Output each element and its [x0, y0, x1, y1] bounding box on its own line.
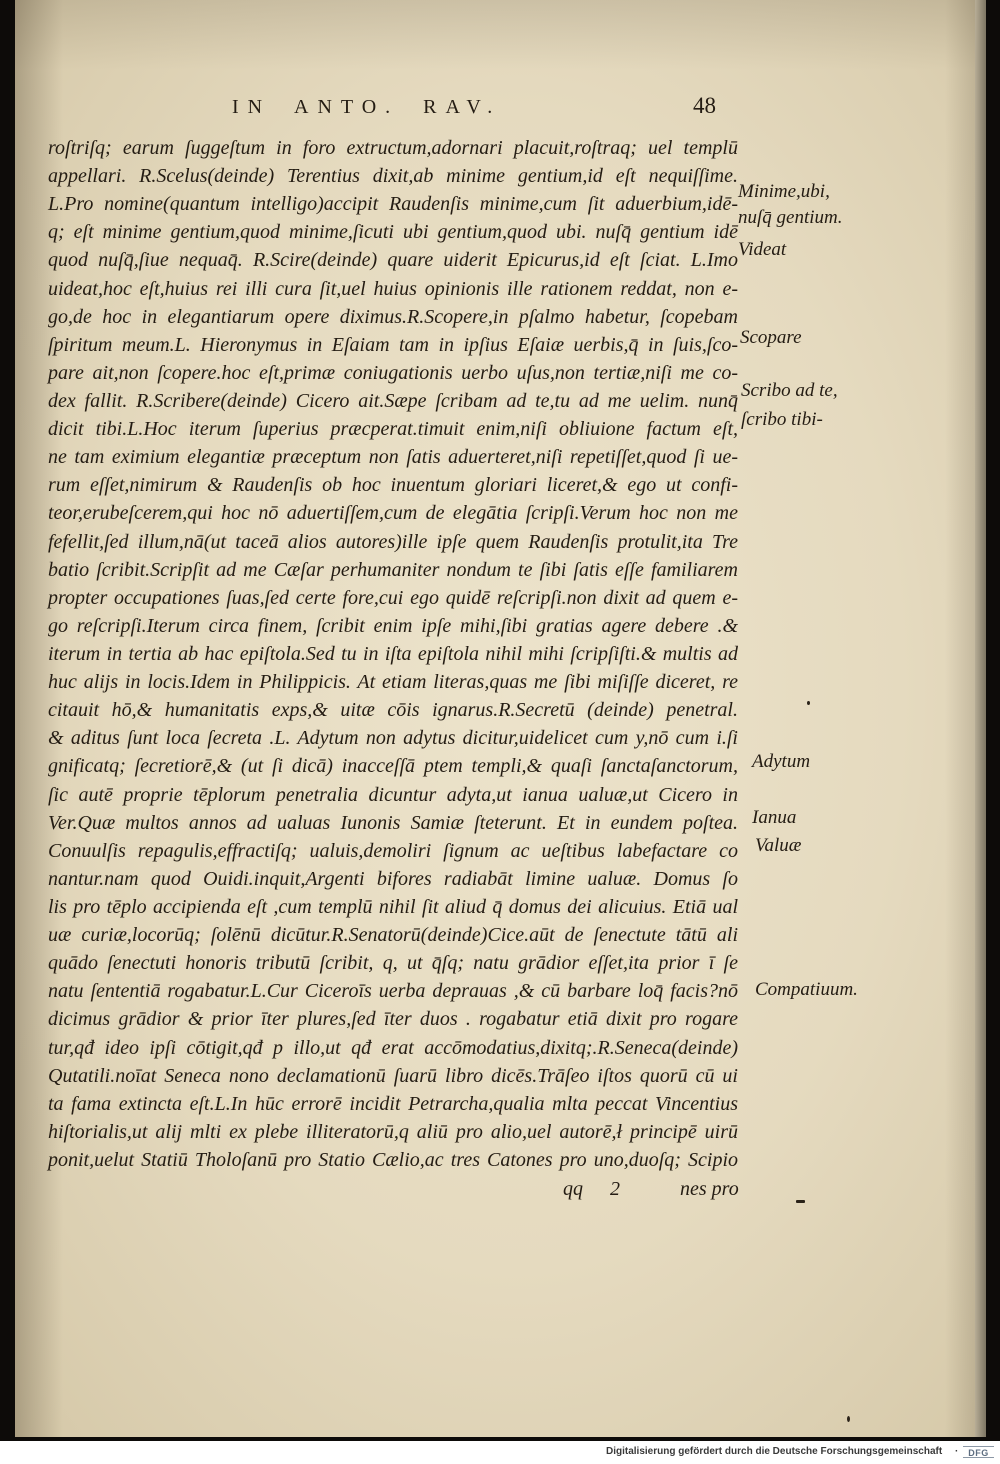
text-line: ne tam eximium elegantiæ præceptum non ſatis aduerteret,niſi repetiſſet,quod ſi ue-: [48, 446, 738, 469]
text-line: lis pro tēplo accipienda eſt ,cum templū nihil ſit aliud q̄ domus dei alicuius. Etiā ual: [48, 895, 738, 918]
main-text-block: [48, 134, 738, 1174]
funding-footer: [0, 1441, 1000, 1464]
text-line: Qutatili.noīat Seneca nono declamationū ſuarū libro dicēs.Trāſeo iſtos quorū cū ui: [48, 1064, 738, 1087]
text-line: hiſtorialis,ut alij mlti ex plebe illiteratorū,q aliū pro alio,uel autorē,ł principē uirū: [48, 1120, 738, 1143]
margin-note: Adytum: [752, 751, 811, 772]
text-line: rum eſſet,nimirum & Raudenſis ob hoc inuentum gloriari liceret,& ego ut confi-: [48, 474, 738, 497]
text-line: roſtriſq; earum ſuggeſtum in foro extructum,adornari placuit,roſtraq; uel templū: [48, 137, 738, 159]
catchword: nes pro: [680, 1178, 739, 1200]
text-line: propter occupationes ſuas,ſed certe fore,cui ego quidē reſcripſi.non dixit ad quem e-: [48, 586, 738, 609]
text-line: quod nuſq̄,ſiue nequaq̄. R.Scire(deinde) quare uiderit Epicurus,id eſt ſciat. L.Imo: [48, 249, 738, 272]
footer-separator: ·: [955, 1446, 959, 1457]
text-line: fefellit,ſed illum,nā(ut taceā alios autores)ille ipſe quem Raudenſis protulit,ita Tre: [48, 530, 738, 553]
signature-mark: qq 2: [563, 1178, 620, 1200]
text-line: batio ſcribit.Scripſit ad me Cæſar perhumaniter nondum te ſibi ſatis eſſe familiarem: [48, 558, 738, 581]
text-line: L.Pro nomine(quantum intelligo)accipit Raudenſis minime,cum ſit aduerbium,idē-: [48, 193, 738, 216]
text-line: appellari. R.Scelus(deinde) Terentius dixit,ab minime gentium,id eſt nequiſſime.: [48, 165, 738, 188]
margin-note: Ianua: [752, 807, 797, 828]
text-line: ſpiritum meum.L. Hieronymus in Eſaiam tam in ipſius Eſaiæ uerbis,q̄ in ſuis,ſco-: [48, 333, 738, 356]
text-line: citauit hō,& humanitatis exps,& uitæ cōis ignarus.R.Secretū (deinde) penetral.: [48, 699, 738, 722]
book-page: [15, 0, 975, 1437]
text-line: teor,erubeſcerem,qui hoc nō aduertiſſem,cum de elegātia ſcripſi.Verum hoc non me: [48, 502, 738, 525]
text-line: gnificatq; ſecretiorē,& (ut ſi dicā) inacceſſā ptem templi,& quaſi ſanctaſanctorum,: [48, 755, 738, 778]
margin-note: Scopare: [740, 327, 802, 348]
text-line: go,de hoc in elegantiarum opere diximus.R.Scopere,in pſalmo habetur, ſcopebam: [48, 305, 738, 328]
text-line: natu ſententiā rogabatur.L.Cur Ciceroīs uerba deprauas ,& cū barbare loq̄ facis?nō: [48, 980, 738, 1003]
text-line: go reſcripſi.Iterum circa finem, ſcribit enim ipſe mihi,ſibi gratias agere debere .&: [48, 614, 738, 637]
ink-speck: [807, 701, 810, 705]
margin-note: Valuæ: [755, 835, 802, 856]
text-line: Conuulſis repagulis,effractiſq; ualuis,demoliri ſignum ac ueſtibus labefactare co: [48, 839, 738, 862]
text-line: dicit tibi.L.Hoc iterum ſuperius præcperat.timuit enim,niſi obliuione factum eſt,: [48, 418, 738, 441]
funding-credit-text: Digitalisierung gefördert durch die Deutsche Forschungsgemeinschaft: [606, 1446, 943, 1457]
text-line: Ver.Quæ multos annos ad ualuas Iunonis Samiæ ſteterunt. Et in eundem poſtea.: [48, 811, 738, 834]
margin-note: ſcribo tibi-: [741, 409, 823, 430]
text-line: uideat,hoc eſt,huius rei illi cura ſit,uel huius opinionis ille rationem reddat, non e-: [48, 277, 738, 300]
text-line: quādo ſenectuti honoris tributū ſcribit, q, ut q̄ſq; natu grādior eſſet,ita prior ī ſe: [48, 952, 738, 975]
text-line: dex fallit. R.Scribere(deinde) Cicero ait.Sæpe ſcribam ad te,tu ad me uelim. nunq̄: [48, 389, 738, 412]
ink-speck: [796, 1200, 805, 1203]
page-edge-strip: [975, 0, 986, 1437]
text-line: q; eſt minime gentium,quod minime,ſicuti ubi gentium,quod ubi. nuſq̄ gentium idē: [48, 221, 738, 244]
margin-note: Compatiuum.: [755, 979, 858, 1000]
text-line: dicimus grādior & prior īter plures,ſed īter duos . rogabatur etiā dixit pro rogare: [48, 1008, 738, 1031]
ink-speck: [847, 1416, 850, 1422]
text-line: nantur.nam quod Ouidi.inquit,Argenti bifores radiabāt limine ualuæ. Domus ſo: [48, 867, 738, 890]
text-line: ponit,uelut Statiū Tholoſanū pro Statio Cælio,ac tres Catones pro uno,duoſq; Scipio: [48, 1148, 738, 1171]
margin-note: Videat: [738, 239, 787, 260]
text-line: iterum in tertia ab hac epiſtola.Sed tu in iſta epiſtola nihil mihi ſcripſiſti.& multis ad: [48, 642, 738, 665]
margin-note: nuſq̄ gentium.: [738, 207, 843, 228]
text-line: uæ curiæ,locorūq; ſolēnū dicūtur.R.Senatorū(deinde)Cice.aūt de ſenectute tātū ali: [48, 924, 738, 947]
page-number: 48: [693, 93, 716, 118]
text-line: & aditus ſunt loca ſecreta .L. Adytum non adytus dicitur,uidelicet cum y,nō cum i.ſi: [48, 727, 738, 750]
dfg-logo-icon: DFG: [963, 1446, 994, 1458]
text-line: ta fama extincta eſt.L.In hūc errorē incidit Petrarcha,qualia mlta peccat Vincentius: [48, 1092, 738, 1115]
margin-note: Minime,ubi,: [738, 181, 830, 202]
text-line: ſic autē proprie tēplorum penetralia dicuntur adyta,ut ianua ualuæ,ut Cicero in: [48, 783, 738, 806]
text-line: pare ait,non ſcopere.hoc eſt,primæ coniugationis uerbo uſus,non tertiæ,niſi me co-: [48, 361, 738, 384]
text-line: huc alijs in locis.Idem in Philippicis. At etiam literas,quas me ſibi miſiſſe diceret, re: [48, 671, 738, 694]
margin-note: Scribo ad te,: [741, 380, 838, 401]
running-head: IN ANTO. RAV.: [232, 96, 502, 118]
text-line: tur,qđ ideo ipſi cōtigit,qđ p illo,ut qđ erat accōmodatius,dixitq;.R.Seneca(deinde): [48, 1036, 738, 1059]
